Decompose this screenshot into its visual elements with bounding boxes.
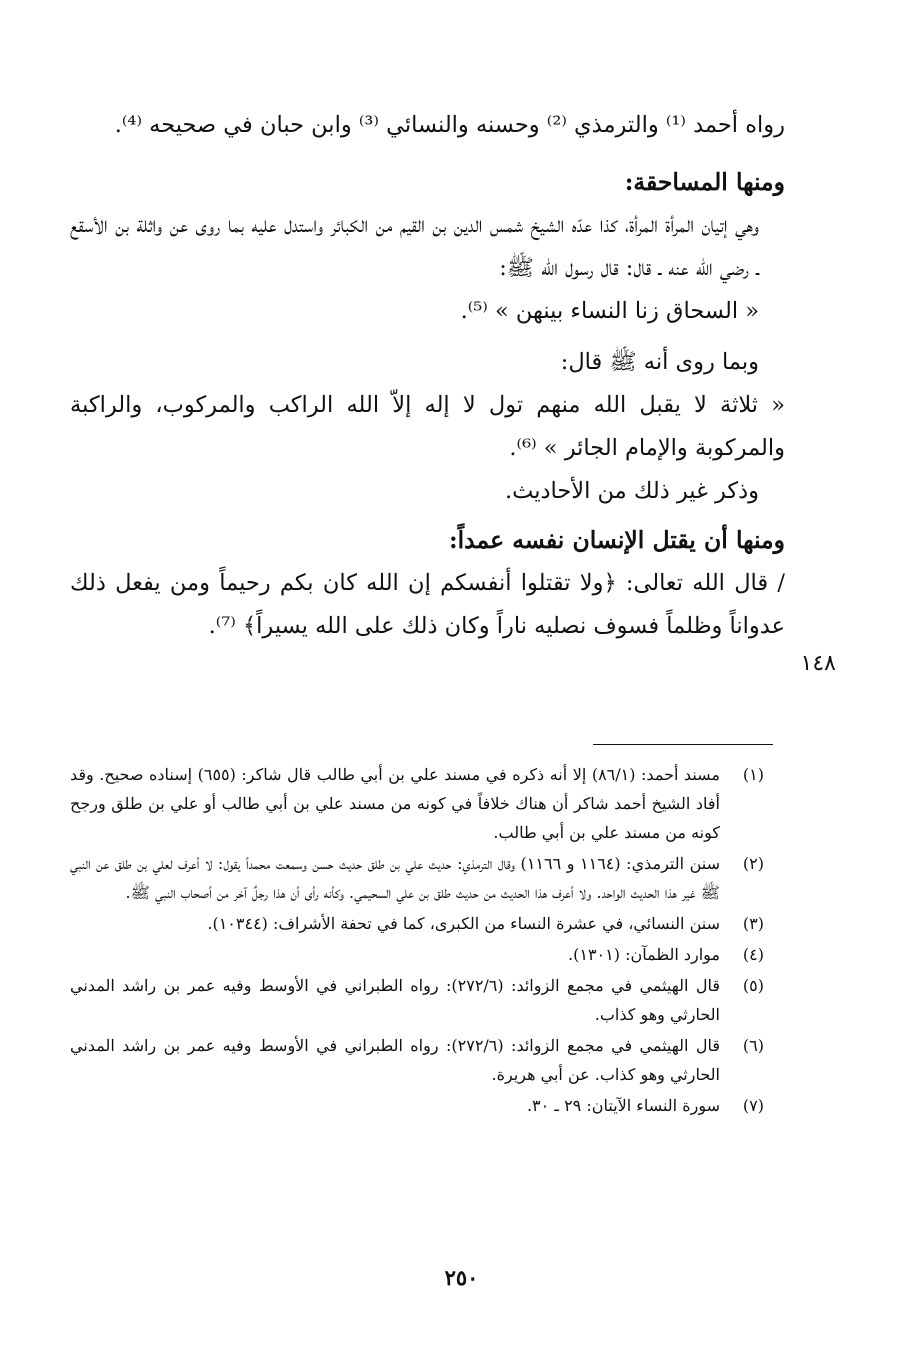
main-text bbox=[70, 104, 785, 648]
paragraph-second-narration: وبما روى أنه ﷺ قال: bbox=[560, 349, 759, 375]
footnote-text: مسند أحمد: (٨٦/١) إلا أنه ذكره في مسند علي بن أبي طالب قال شاكر: (٦٥٥) إسناده صحيح. وقد أفاد الشيخ أحمد شاكر أن هناك خلافاً في كونه من مسند علي بن أبي طالب أو علي بن طلق ورجح كونه من مسند علي بن أبي طالب. bbox=[70, 765, 721, 842]
margin-page-reference: ١٤٨ bbox=[800, 651, 836, 676]
footnote-item bbox=[70, 940, 764, 969]
footnote-item bbox=[70, 1031, 764, 1089]
footnote-divider bbox=[593, 744, 773, 745]
paragraph-definition: وهي إتيان المرأة المرأة، كذا عدّه الشيخ شمس الدين بن القيم من الكبائر واستدل عليه بما روى عن واثلة بن الأسقع ـ رضي الله عنه ـ قال: قال رسول الله ﷺ: bbox=[70, 212, 759, 281]
hadith-quote-1: « السحاق زنا النساء بينهن » ⁽⁵⁾. bbox=[460, 298, 759, 324]
page-number: ٢٥٠ bbox=[444, 1265, 479, 1290]
footnote-number: (١) bbox=[742, 765, 764, 784]
footnote-text: قال الهيثمي في مجمع الزوائد: (٢٧٢/٦): رواه الطبراني في الأوسط وفيه عمر بن راشد المدني الحارثي وهو كذاب. bbox=[70, 976, 720, 1024]
section-heading-suicide: ومنها أن يقتل الإنسان نفسه عمداً: bbox=[448, 526, 785, 554]
footnote-number: (٢) bbox=[742, 854, 764, 873]
section-heading-musahaqa: ومنها المساحقة: bbox=[624, 168, 785, 196]
footnote-number: (٦) bbox=[742, 1036, 764, 1055]
footnote-item bbox=[70, 971, 764, 1029]
quran-verse-paragraph: / قال الله تعالى: ﴿ولا تقتلوا أنفسكم إن الله كان بكم رحيماً ومن يفعل ذلك عدواناً وظلماً فسوف نصليه ناراً وكان ذلك على الله يسيراً﴾ ⁽⁷⁾. bbox=[70, 570, 785, 639]
hadith-quote-2: « ثلاثة لا يقبل الله منهم تول لا إله إلاّ الله الراكب والمركوب، والراكبة والمركوبة والإمام الجائر » ⁽⁶⁾. bbox=[70, 392, 785, 461]
footnote-text: قال الهيثمي في مجمع الزوائد: (٢٧٢/٦): رواه الطبراني في الأوسط وفيه عمر بن راشد المدني الحارثي وهو كذاب. عن أبي هريرة. bbox=[70, 1036, 720, 1084]
footnote-number: (٣) bbox=[742, 914, 764, 933]
footnote-text: سنن الترمذي: (١١٦٤ و ١١٦٦) وقال الترمذي: حديث علي بن طلق حديث حسن وسمعت محمداً يقول: لا أعرف لعلي بن طلق عن النبي ﷺ غير هذا الحديث الواحد. ولا أعرف هذا الحديث من حديث طلق بن علي السحيمي. وكأنه رأى أن هذا رجلٌ آخر من أصحاب النبي ﷺ. bbox=[70, 854, 721, 902]
footnote-text: سورة النساء الآيتان: ٢٩ ـ ٣٠. bbox=[526, 1096, 720, 1115]
footnote-number: (٥) bbox=[742, 976, 764, 995]
footnote-text: موارد الظمآن: (١٣٠١). bbox=[568, 945, 720, 964]
footnote-number: (٤) bbox=[742, 945, 764, 964]
footnote-item bbox=[70, 1091, 764, 1120]
footnote-text: سنن النسائي، في عشرة النساء من الكبرى، كما في تحفة الأشراف: (١٠٣٤٤). bbox=[207, 914, 720, 933]
footnote-item bbox=[70, 849, 764, 907]
paragraph-narration: رواه أحمد ⁽¹⁾ والترمذي ⁽²⁾ وحسنه والنسائي ⁽³⁾ وابن حبان في صحيحه ⁽⁴⁾. bbox=[114, 112, 785, 138]
footnote-item bbox=[70, 909, 764, 938]
footnotes-section bbox=[70, 760, 764, 1122]
paragraph-other-hadiths: وذكر غير ذلك من الأحاديث. bbox=[505, 478, 759, 504]
footnote-item bbox=[70, 760, 764, 847]
footnote-number: (٧) bbox=[742, 1096, 764, 1115]
